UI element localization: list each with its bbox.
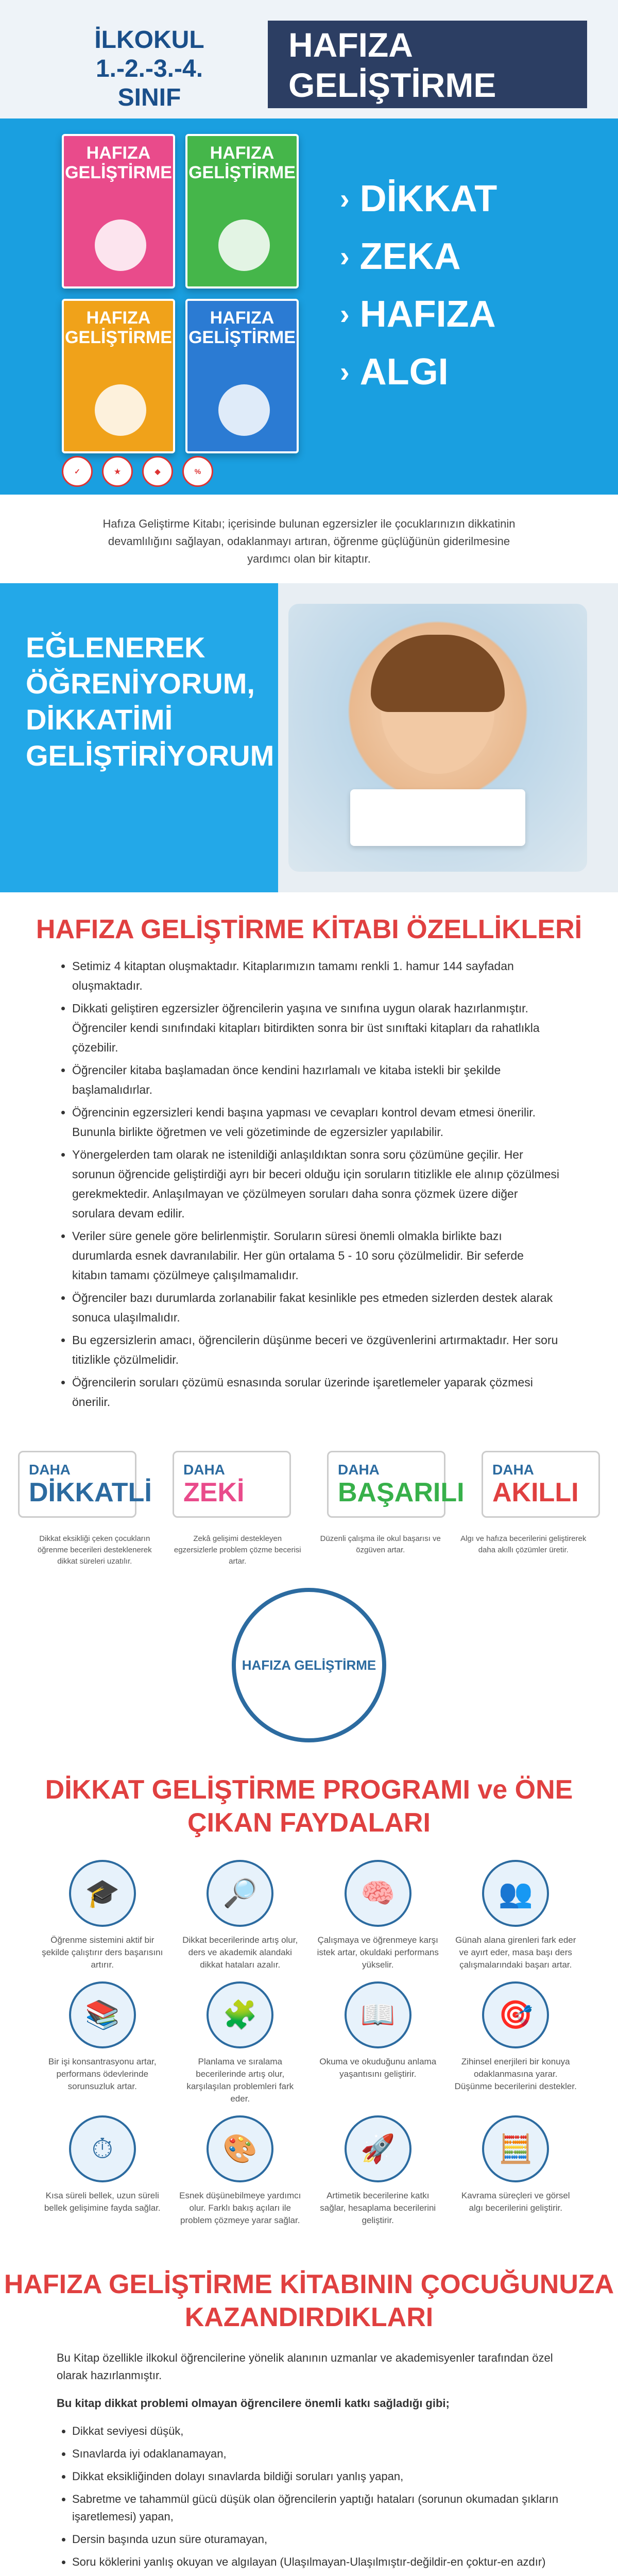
gains-item: • Sabretme ve tahammül gücü düşük olan öğrencilerin yaptığı hataları (sorunun okumadan şıkların işaretlemesi) yapan, <box>72 2490 561 2526</box>
hero-features <box>340 170 587 401</box>
book-title: HAFIZA GELİŞTİRME <box>65 143 172 182</box>
benefit-item: 🚀 Artimetik becerilerine katkı sağlar, hesaplama becerilerini geliştirir. <box>317 2115 439 2227</box>
benefit-item: 🎓 Öğrenme sistemini aktif bir şekilde çalıştırır ders başarısını artırır. <box>41 1860 164 1971</box>
abacus-icon: 🧮 <box>482 2115 549 2182</box>
feature-bullet: • Öğrencilerin soruları çözümü esnasında sorular üzerinde işaretlemeler yaparak çözmesi önerilir. <box>72 1372 561 1412</box>
feature-bullet: • Bu egzersizlerin amacı, öğrencilerin düşünme beceri ve özgüvenlerini artırmaktadır. Her soru titizlikle çözülmelidir. <box>72 1330 561 1369</box>
hero-title: HAFIZA GELİŞTİRME <box>268 21 587 108</box>
feature-bullet: • Setimiz 4 kitaptan oluşmaktadır. Kitaplarımızın tamamı renkli 1. hamur 144 sayfadan oluşmaktadır. <box>72 956 561 995</box>
child-face-icon <box>95 384 146 436</box>
more-card-zeki: DAHA ZEKİ <box>173 1451 291 1518</box>
child-face-icon <box>218 384 270 436</box>
feature-bullet: • Veriler süre genele göre belirlenmiştir. Soruların süresi önemli olmakla birlikte bazı durumlarda esnek davranılabilir. Her gün ortalama 5 - 10 soru çözülmelidir. Bir seferde kitabın tamamı çözülmeye çalışılmamalıdır. <box>72 1226 561 1285</box>
gains-item: • Dersin başında uzun süre oturamayan, <box>72 2531 561 2548</box>
target-icon: 🎯 <box>482 1981 549 2048</box>
quality-badge-icon: ◆ <box>142 456 173 487</box>
book-title: HAFIZA GELİŞTİRME <box>188 308 296 347</box>
rocket-icon: 🚀 <box>345 2115 411 2182</box>
book-title: HAFIZA GELİŞTİRME <box>65 308 172 347</box>
more-card-dikkatli: DAHA DİKKATLİ <box>18 1451 136 1518</box>
book-stack <box>62 134 309 453</box>
features-list <box>0 956 618 1435</box>
quality-badge-icon: ★ <box>102 456 133 487</box>
people-icon: 👥 <box>482 1860 549 1927</box>
gains-item: • Soru köklerini yanlış okuyan ve algılayan (Ulaşılmayan-Ulaşılmıştır-değildir-en çoktur-en azdır) <box>72 2553 561 2571</box>
gains-title: HAFIZA GELİŞTİRME KİTABININ ÇOCUĞUNUZA KAZANDIRDIKLARI <box>4 2269 614 2332</box>
more-text: Düzenli çalışma ile okul başarısı ve özgüven artar. <box>320 1534 441 1554</box>
more-text: Zekâ gelişimi destekleyen egzersizlerle problem çözme becerisi artar. <box>174 1534 301 1566</box>
feature-bullet: • Öğrencinin egzersizleri kendi başına yapması ve cevapları kontrol devam etmesi önerilir. Bununla birlikte öğretmen ve veli gözetiminde de egzersizler yapılabilir. <box>72 1103 561 1142</box>
quality-badge-icon: ✓ <box>62 456 93 487</box>
promo-slogan: EĞLENEREK ÖĞRENİYORUM, DİKKATİMİ GELİŞTİRİYORUM <box>26 631 274 772</box>
books-icon: 📚 <box>69 1981 136 2048</box>
benefit-item: ⏱ Kısa süreli bellek, uzun süreli bellek gelişimine fayda sağlar. <box>41 2115 164 2227</box>
timer-icon: ⏱ <box>69 2115 136 2182</box>
benefit-item: 🧠 Çalışmaya ve öğrenmeye karşı istek artar, okuldaki performans yükselir. <box>317 1860 439 1971</box>
open-book-icon <box>350 789 525 846</box>
feature-bullet: • Öğrenciler kitaba başlamadan önce kendini hazırlamalı ve kitaba istekli bir şekilde başlamalıdırlar. <box>72 1060 561 1099</box>
benefits-grid <box>0 1850 618 2247</box>
more-card-basarili: DAHA BAŞARILI <box>327 1451 445 1518</box>
child-face-icon <box>95 219 146 271</box>
feature-item: › ALGI <box>340 343 587 401</box>
feature-item: › HAFIZA <box>340 285 587 343</box>
reading-icon: 📖 <box>345 1981 411 2048</box>
palette-icon: 🎨 <box>207 2115 273 2182</box>
quality-badge-icon: % <box>182 456 213 487</box>
brain-icon: 🧠 <box>345 1860 411 1927</box>
benefit-item: 📚 Bir işi konsantrasyonu artar, performans ödevlerinde sorunsuzluk artar. <box>41 1981 164 2105</box>
chevron-right-icon: › <box>340 355 350 388</box>
gains-list <box>0 2417 618 2576</box>
chevron-right-icon: › <box>340 182 350 215</box>
quality-badges <box>62 456 213 487</box>
more-cards <box>0 1435 618 1528</box>
book-cover-1 <box>62 134 175 289</box>
benefit-item: 🎯 Zihinsel enerjileri bir konuya odaklanmasına yarar. Düşünme becerilerini destekler. <box>455 1981 577 2105</box>
child-hair-icon <box>371 635 505 712</box>
book-cover-3 <box>62 299 175 453</box>
chevron-right-icon: › <box>340 240 350 273</box>
child-reading-image <box>288 604 587 872</box>
promo-banner <box>0 583 618 892</box>
brand-seal-logo: HAFIZA GELİŞTİRME <box>232 1588 386 1742</box>
more-card-akilli: DAHA AKILLI <box>482 1451 600 1518</box>
gains-item: • Dikkat seviyesi düşük, <box>72 2422 561 2440</box>
more-text: Dikkat eksikliği çeken çocukların öğrenme becerileri desteklenerek dikkat süreleri uzatılır. <box>37 1534 152 1566</box>
magnifier-icon: 🔎 <box>207 1860 273 1927</box>
gains-intro: Bu Kitap özellikle ilkokul öğrencilerine yönelik alanının uzmanlar ve akademisyenler tarafından özel olarak hazırlanmıştır. <box>57 2351 553 2382</box>
gains-item: • Dikkat eksikliğinden dolayı sınavlarda bildiği soruları yanlış yapan, <box>72 2468 561 2485</box>
more-texts <box>0 1528 618 1578</box>
feature-item: › ZEKA <box>340 228 587 285</box>
features-title: HAFIZA GELİŞTİRME KİTABI ÖZELLİKLERİ <box>36 914 582 944</box>
gains-list-title: Bu kitap dikkat problemi olmayan öğrencilere önemli katkı sağladığı gibi; <box>57 2397 450 2410</box>
chevron-right-icon: › <box>340 298 350 330</box>
benefit-item: 📖 Okuma ve okuduğunu anlama yaşantısını geliştirir. <box>317 1981 439 2105</box>
feature-bullet: • Yönergelerden tam olarak ne istenildiği anlaşıldıktan sonra soru çözümüne geçilir. Her sorunun öğrencide geliştirdiği ayrı bir beceri olduğu için soruların titizlikle ele alınıp çözülmesi gerekmektedir. Anlaşılmayan ve çözülmeyen soruları daha sonra çözmek üzere diğer sorulara devam edilir. <box>72 1145 561 1223</box>
benefit-item: 🔎 Dikkat becerilerinde artış olur, ders ve akademik alandaki dikkat hataları azalır. <box>179 1860 302 1971</box>
benefit-item: 🧩 Planlama ve sıralama becerilerinde artış olur, karşılaşılan problemleri fark eder. <box>179 1981 302 2105</box>
more-text: Algı ve hafıza becerilerini geliştirerek daha akıllı çözümler üretir. <box>460 1534 587 1554</box>
intro-text: Hafıza Geliştirme Kitabı; içerisinde bulunan egzersizler ile çocuklarınızın dikkatinin devamlılığını sağlayan, odaklanmayı artıran, öğrenme güçlüğünün giderilmesine yardımcı olan bir kitaptır. <box>102 517 516 565</box>
gains-item: • Sınavlarda iyi odaklanamayan, <box>72 2445 561 2463</box>
puzzle-icon: 🧩 <box>207 1981 273 2048</box>
book-cover-4 <box>185 299 299 453</box>
feature-item: › DİKKAT <box>340 170 587 228</box>
class-label: İLKOKUL 1.-2.-3.-4. SINIF <box>94 26 204 111</box>
benefits-title: DİKKAT GELİŞTİRME PROGRAMI ve ÖNE ÇIKAN FAYDALARI <box>45 1775 573 1838</box>
benefit-item: 👥 Günah alana girenleri fark eder ve ayırt eder, masa başı ders çalışmalarındaki başarı artar. <box>455 1860 577 1971</box>
feature-bullet: • Dikkati geliştiren egzersizler öğrencilerin yaşına ve sınıfına uygun olarak hazırlanmıştır. Öğrenciler kendi sınıfındaki kitapları bitirdikten sonra bir üst sınıftaki kitapları da rahatlıkla çözebilir. <box>72 998 561 1057</box>
graduation-icon: 🎓 <box>69 1860 136 1927</box>
book-cover-2 <box>185 134 299 289</box>
child-face-icon <box>218 219 270 271</box>
feature-bullet: • Öğrenciler bazı durumlarda zorlanabilir fakat kesinlikle pes etmeden sizlerden destek alarak sonuca ulaşılmalıdır. <box>72 1288 561 1327</box>
book-title: HAFIZA GELİŞTİRME <box>188 143 296 182</box>
hero-banner <box>0 0 618 495</box>
benefit-item: 🎨 Esnek düşünebilmeye yardımcı olur. Farklı bakış açıları ile problem çözmeye yarar sağlar. <box>179 2115 302 2227</box>
benefit-item: 🧮 Kavrama süreçleri ve görsel algı becerilerini geliştirir. <box>455 2115 577 2227</box>
